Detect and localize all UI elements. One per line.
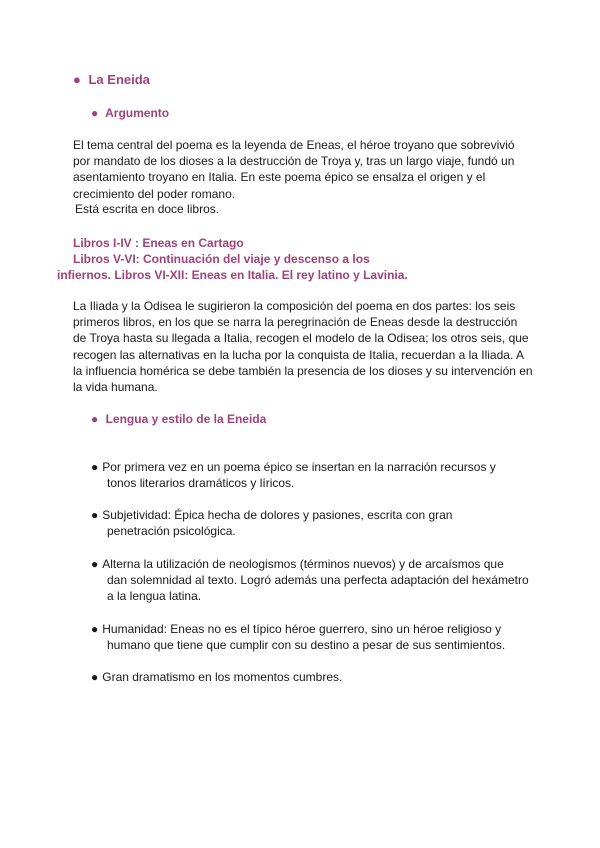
bullet-icon: ● [91,557,99,571]
section-heading-lengua-text: Lengua y estilo de la Eneida [105,412,267,426]
list-item-text: Por primera vez en un poema épico se insertan en la narración recursos y [102,460,496,474]
list-item-continuation: humano que tiene que cumplir con su destino a pesar de sus sentimientos. [107,638,506,652]
main-heading-text: La Eneida [88,72,150,87]
bullet-icon: ● [73,72,81,87]
list-item-text: Gran dramatismo en los momentos cumbres. [102,670,343,684]
list-item [91,621,531,653]
section-heading-lengua [91,412,266,426]
list-item-text: Humanidad: Eneas no es el típico héroe guerrero, sino un héroe religioso y [102,622,502,636]
paragraph-libros-count: Está escrita en doce libros. [75,202,220,216]
bullet-icon: ● [91,412,99,426]
list-item [91,556,531,604]
bullet-icon: ● [91,106,99,120]
books-line-3: infiernos. Libros VI-XII: Eneas en Italia. El rey latino y Lavinia. [57,268,408,282]
books-line-1: Libros I-IV : Eneas en Cartago [73,236,244,250]
books-line-2: Libros V-VI: Continuación del viaje y descenso a los [73,252,370,266]
section-heading-argumento [91,106,169,120]
list-item-continuation: penetración psicológica. [107,524,236,538]
paragraph-argumento: El tema central del poema es la leyenda de Eneas, el héroe troyano que sobrevivió por mandato de los dioses a la destrucción de Troya y, tras un largo viaje, fundó un asentamiento troyano en Italia. En este poema épico se ensalza el origen y el crecimiento del poder romano. [73,138,515,201]
list-item-continuation: dan solemnidad al texto. Logró además una perfecta adaptación del hexámetro a la lengua latina. [107,573,529,603]
paragraph-influencias: La Iliada y la Odisea le sugirieron la composición del poema en dos partes: los seis primeros libros, en los que se narra la peregrinación de Eneas desde la destrucción de Troya hasta su llegada a Italia, recogen el modelo de la Odisea; los otros seis, que recogen las alternativas en la lucha por la conquista de Italia, recuerdan a la Iliada. A la influencia homérica se debe también la presencia de los dioses y su intervención en la vida humana. [73,299,533,395]
list-item-text: Alterna la utilización de neologismos (términos nuevos) y de arcaísmos que [102,557,504,571]
main-heading [73,72,150,87]
list-item [91,459,531,491]
bullet-icon: ● [91,508,99,522]
list-item-continuation: tonos literarios dramáticos y líricos. [107,476,295,490]
list-item [91,507,531,539]
bullet-icon: ● [91,622,99,636]
bullet-icon: ● [91,670,99,684]
section-heading-argumento-text: Argumento [105,106,170,120]
list-item-text: Subjetividad: Épica hecha de dolores y pasiones, escrita con gran [102,508,453,522]
list-item [91,669,531,685]
bullet-icon: ● [91,460,99,474]
